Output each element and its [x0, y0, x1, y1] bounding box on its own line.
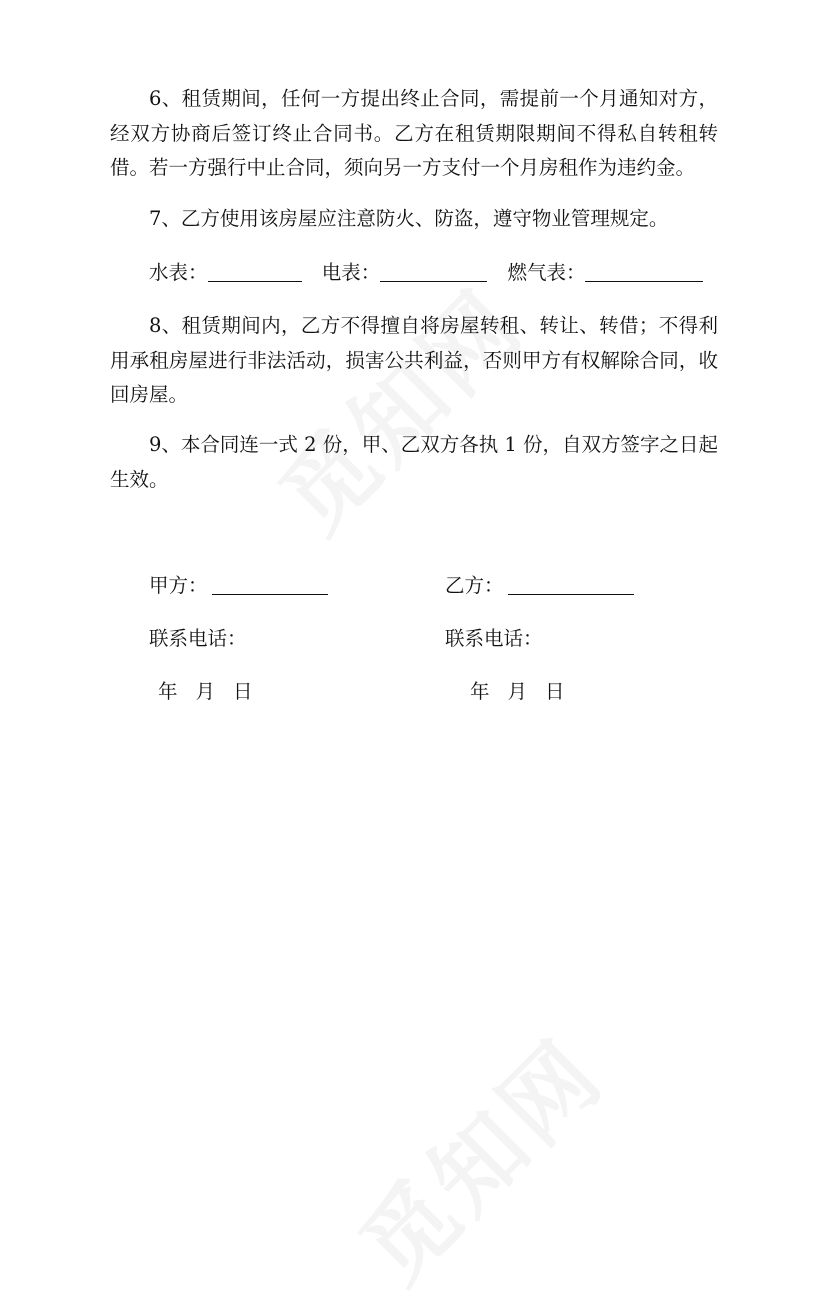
- gas-meter-blank: [585, 259, 703, 282]
- party-b-year: 年: [470, 680, 490, 703]
- party-b-label: 乙方：: [445, 574, 504, 597]
- party-a-month: 月: [195, 680, 216, 703]
- water-meter-blank: [208, 259, 302, 282]
- electric-meter-blank: [380, 259, 487, 282]
- gas-meter-label: 燃气表：: [507, 261, 586, 284]
- party-b-phone-label: 联系电话：: [445, 627, 543, 650]
- clause-8: 8、租赁期间内，乙方不得擅自将房屋转租、转让、转借；不得利用承租房屋进行非法活动，损害公共利益，否则甲方有权解除合同，收回房屋。: [110, 314, 718, 406]
- party-b-month: 月: [507, 680, 528, 703]
- clause-6: 6、租赁期间，任何一方提出终止合同，需提前一个月通知对方，经双方协商后签订终止合同书。乙方在租赁期限期间不得私自转租转借。若一方强行中止合同，须向另一方支付一个月房租作为违约金。: [110, 87, 718, 179]
- clause-7: 7、乙方使用该房屋应注意防火、防盗，遵守物业管理规定。: [149, 207, 669, 230]
- meter-readings: [149, 258, 703, 288]
- party-b-day: 日: [545, 680, 565, 703]
- clause-9: 9、本合同连一式 2 份，甲、乙双方各执 1 份，自双方签字之日起生效。: [110, 433, 719, 491]
- electric-meter-label: 电表：: [321, 261, 381, 284]
- party-a-signature: [149, 571, 328, 601]
- party-a-year: 年: [158, 680, 178, 703]
- watermark-bottom: [326, 1005, 627, 1306]
- party-a-phone-label: 联系电话：: [149, 627, 247, 650]
- party-b-signature: [445, 571, 634, 601]
- water-meter-label: 水表：: [149, 261, 208, 284]
- party-a-signature-line: [212, 572, 328, 595]
- party-a-day: 日: [233, 680, 253, 703]
- party-a-date: [158, 677, 271, 707]
- party-a-label: 甲方：: [149, 574, 208, 597]
- party-b-date: [470, 677, 583, 707]
- party-b-signature-line: [508, 572, 634, 595]
